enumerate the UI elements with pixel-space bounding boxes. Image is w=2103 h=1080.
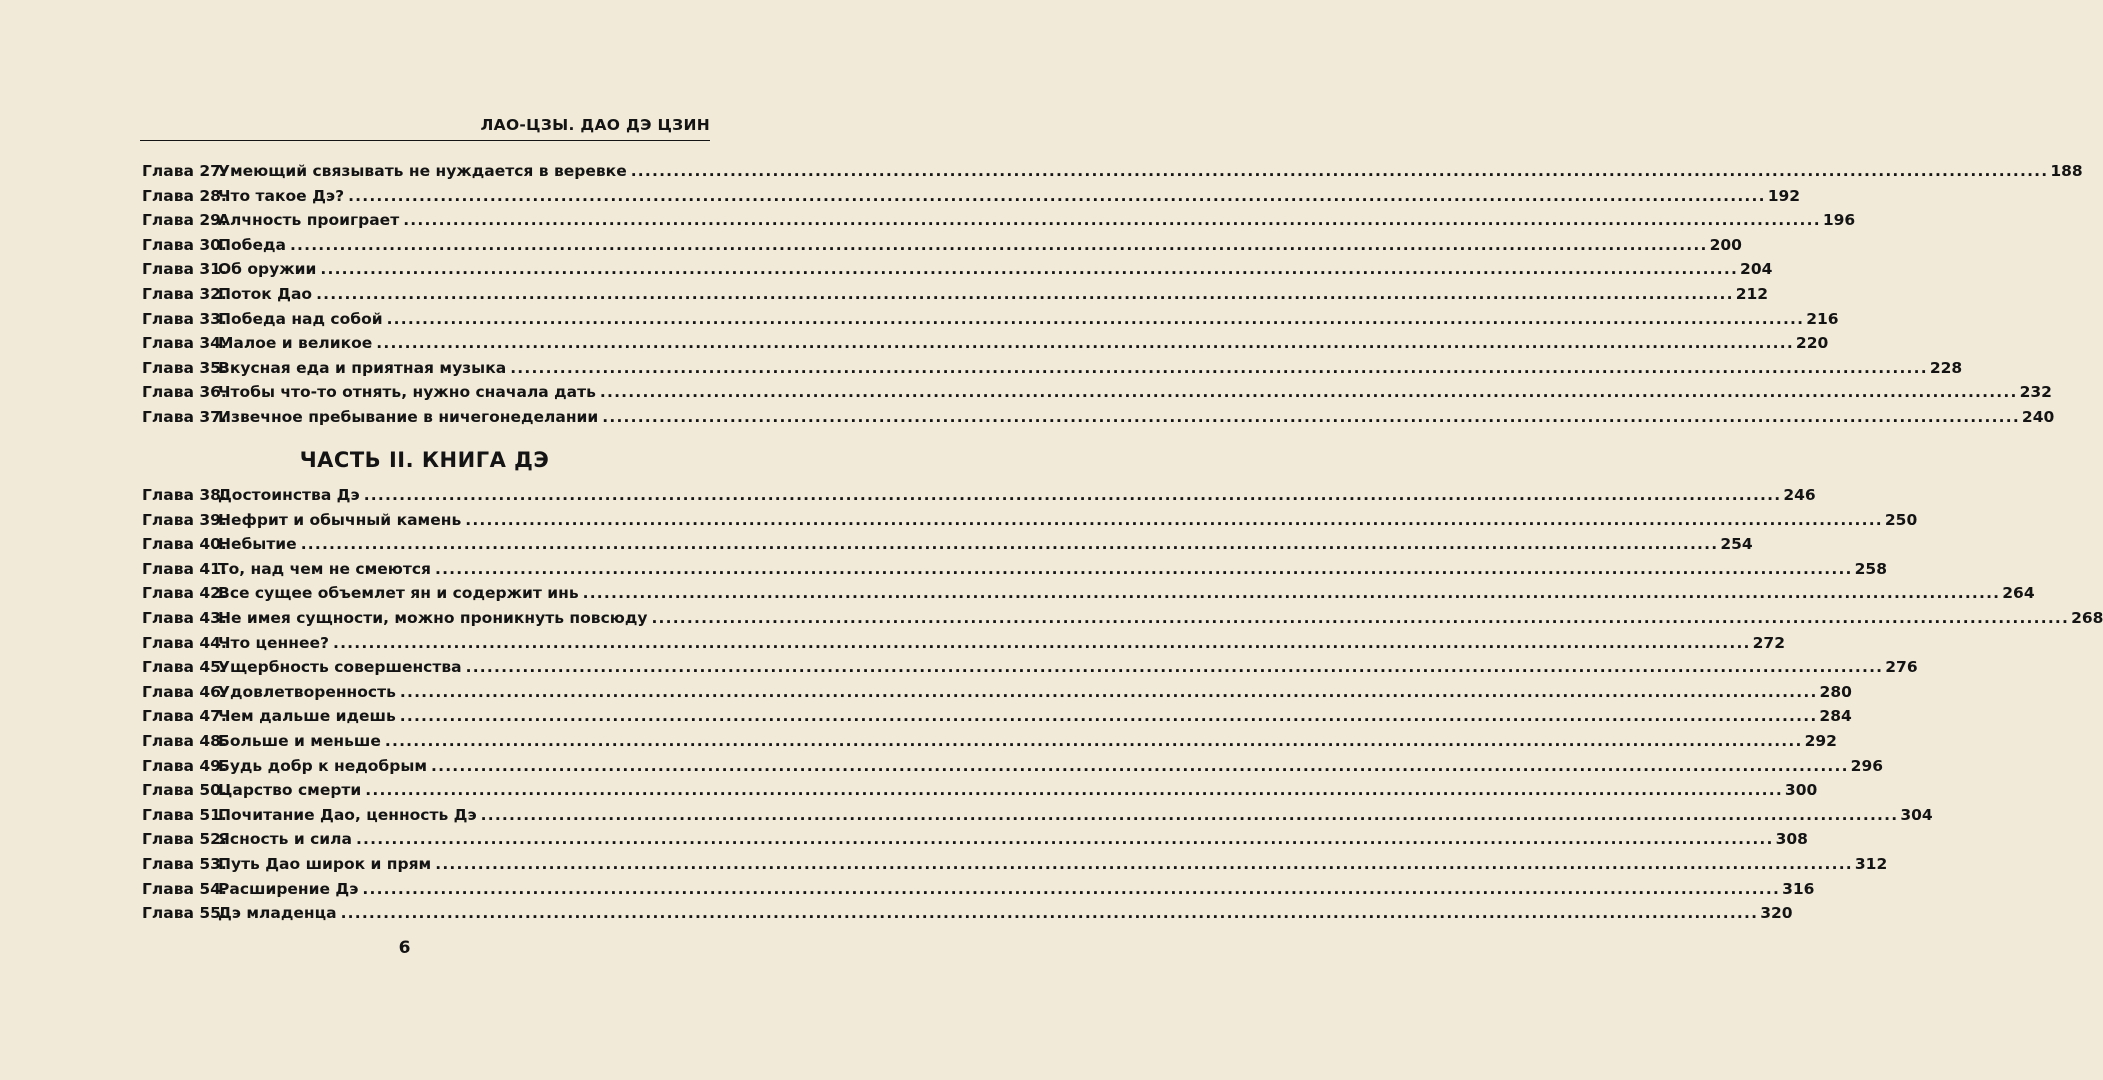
- chapter-title: Чтобы что-то отнять, нужно сначала дать: [218, 383, 596, 402]
- page-ref: 300: [1784, 781, 1818, 800]
- toc-entry: [142, 184, 1801, 209]
- dot-leader: ........................................................................................................................................................................................................: [431, 756, 1849, 775]
- toc-entry: [142, 483, 1816, 508]
- toc-entry: [142, 901, 1793, 926]
- chapter-number: Глава 55.: [142, 904, 227, 923]
- toc-entry: [142, 159, 2083, 184]
- page-ref: 246: [1783, 486, 1816, 504]
- chapter-number: Глава 53.: [142, 854, 227, 873]
- toc-entry: [142, 532, 1753, 557]
- page-ref: 280: [1819, 682, 1852, 701]
- chapter-number: Глава 40.: [142, 535, 227, 554]
- page-ref: 264: [2002, 584, 2035, 603]
- chapter-title: Что ценнее?: [218, 633, 329, 652]
- toc-entry: [142, 680, 1852, 705]
- chapter-number: Глава 28.: [142, 186, 227, 205]
- dot-leader: ........................................................................................................................................................................................................: [386, 309, 1805, 328]
- toc-entry: [142, 754, 1884, 779]
- toc-entry: [142, 827, 1808, 852]
- page-ref: 308: [1775, 830, 1808, 849]
- chapter-number: Глава 41.: [142, 559, 227, 578]
- chapter-title: Все сущее объемлет ян и содержит инь: [218, 584, 579, 603]
- chapter-number: Глава 42.: [142, 584, 227, 603]
- dot-leader: ........................................................................................................................................................................................................: [651, 608, 2070, 627]
- chapter-title: Поток Дао: [218, 284, 313, 303]
- chapter-number: Глава 46.: [142, 682, 227, 701]
- chapter-title: То, над чем не смеются: [218, 559, 431, 578]
- page-ref: 188: [2050, 162, 2083, 180]
- dot-leader: ........................................................................................................................................................................................................: [289, 235, 1708, 254]
- chapter-title: Небытие: [218, 535, 297, 554]
- chapter-number: Глава 37.: [142, 407, 227, 426]
- running-header: ЛАО-ЦЗЫ. ДАО ДЭ ЦЗИН: [480, 116, 710, 134]
- dot-leader: ........................................................................................................................................................................................................: [465, 658, 1884, 677]
- toc-entry: [142, 307, 1839, 332]
- page-ref: 254: [1720, 535, 1753, 554]
- page-ref: 232: [2019, 383, 2052, 402]
- chapter-title: Чем дальше идешь: [218, 707, 396, 726]
- page-ref: 304: [1900, 805, 1933, 824]
- page-ref: 250: [1884, 510, 1918, 529]
- page-ref: 204: [1740, 260, 1773, 279]
- dot-leader: ........................................................................................................................................................................................................: [376, 334, 1794, 353]
- page-number: 6: [398, 938, 411, 958]
- toc-entry: [142, 581, 2035, 606]
- toc-entry: [142, 380, 2052, 405]
- chapter-title: Царство смерти: [218, 781, 362, 800]
- page-ref: 316: [1782, 879, 1815, 898]
- chapter-title: Дэ младенца: [218, 904, 337, 923]
- chapter-title: Извечное пребывание в ничегонеделании: [218, 407, 599, 426]
- chapter-title: Будь добр к недобрым: [218, 756, 428, 775]
- toc-list-part1: [142, 159, 2083, 430]
- chapter-number: Глава 43.: [142, 608, 227, 627]
- page-ref: 320: [1760, 904, 1793, 923]
- toc-entry: [142, 631, 1785, 656]
- toc-entry: [142, 655, 1918, 680]
- page-ref: 200: [1709, 235, 1742, 254]
- toc-entry: [142, 704, 1852, 729]
- chapter-number: Глава 38.: [142, 486, 227, 504]
- toc-entry: [142, 877, 1815, 902]
- page-ref: 258: [1854, 559, 1887, 578]
- dot-leader: ........................................................................................................................................................................................................: [363, 486, 1782, 504]
- dot-leader: ........................................................................................................................................................................................................: [384, 731, 1803, 750]
- chapter-number: Глава 48.: [142, 731, 227, 750]
- toc-entry: [142, 508, 1918, 533]
- dot-leader: ........................................................................................................................................................................................................: [399, 682, 1818, 701]
- chapter-title: Достоинства Дэ: [218, 486, 360, 504]
- chapter-number: Глава 31.: [142, 260, 227, 279]
- dot-leader: ........................................................................................................................................................................................................: [465, 510, 1883, 529]
- chapter-title: Больше и меньше: [218, 731, 381, 750]
- chapter-number: Глава 27.: [142, 162, 227, 180]
- chapter-title: Об оружии: [218, 260, 317, 279]
- chapter-number: Глава 34.: [142, 334, 227, 353]
- toc-entry: [142, 233, 1742, 258]
- dot-leader: ........................................................................................................................................................................................................: [630, 162, 2049, 180]
- chapter-title: Победа: [218, 235, 286, 254]
- dot-leader: ........................................................................................................................................................................................................: [480, 805, 1899, 824]
- page-ref: 292: [1804, 731, 1837, 750]
- toc-entry: [142, 356, 1963, 381]
- dot-leader: ........................................................................................................................................................................................................: [435, 559, 1853, 578]
- dot-leader: ........................................................................................................................................................................................................: [365, 781, 1783, 800]
- chapter-number: Глава 35.: [142, 358, 227, 377]
- chapter-number: Глава 49.: [142, 756, 227, 775]
- page-ref: 312: [1854, 854, 1888, 873]
- dot-leader: ........................................................................................................................................................................................................: [582, 584, 2001, 603]
- dot-leader: ........................................................................................................................................................................................................: [599, 383, 2018, 402]
- toc-entry: [142, 606, 2103, 631]
- page-ref: 228: [1929, 358, 1963, 377]
- chapter-title: Умеющий связывать не нуждается в веревке: [218, 162, 627, 180]
- page-ref: 272: [1752, 633, 1785, 652]
- chapter-number: Глава 33.: [142, 309, 227, 328]
- toc-entry: [142, 778, 1818, 803]
- dot-leader: ........................................................................................................................................................................................................: [435, 854, 1853, 873]
- page-ref: 240: [2021, 407, 2055, 426]
- dot-leader: ........................................................................................................................................................................................................: [316, 284, 1734, 303]
- page-ref: 284: [1819, 707, 1852, 726]
- dot-leader: ........................................................................................................................................................................................................: [399, 707, 1818, 726]
- chapter-number: Глава 51.: [142, 805, 227, 824]
- chapter-title: Что такое Дэ?: [218, 186, 345, 205]
- page-ref: 276: [1885, 658, 1918, 677]
- chapter-number: Глава 36.: [142, 383, 227, 402]
- dot-leader: ........................................................................................................................................................................................................: [300, 535, 1719, 554]
- page-ref: 216: [1806, 309, 1839, 328]
- chapter-number: Глава 47.: [142, 707, 227, 726]
- page-ref: 212: [1735, 284, 1769, 303]
- chapter-title: Малое и великое: [218, 334, 373, 353]
- toc-list-part2: [142, 483, 2103, 926]
- chapter-number: Глава 30.: [142, 235, 227, 254]
- toc-entry: [142, 729, 1837, 754]
- chapter-title: Почитание Дао, ценность Дэ: [218, 805, 477, 824]
- dot-leader: ........................................................................................................................................................................................................: [602, 407, 2020, 426]
- chapter-title: Путь Дао широк и прям: [218, 854, 432, 873]
- chapter-title: Ущербность совершенства: [218, 658, 462, 677]
- toc-entry: [142, 257, 1773, 282]
- part-heading: ЧАСТЬ II. КНИГА ДЭ: [299, 448, 550, 472]
- page-ref: 220: [1795, 334, 1829, 353]
- page-ref: 268: [2071, 608, 2103, 627]
- toc-entry: [142, 405, 2055, 430]
- dot-leader: ........................................................................................................................................................................................................: [362, 879, 1781, 898]
- chapter-title: Расширение Дэ: [218, 879, 359, 898]
- toc-entry: [142, 557, 1887, 582]
- chapter-title: Победа над собой: [218, 309, 383, 328]
- toc-entry: [142, 803, 1933, 828]
- dot-leader: ........................................................................................................................................................................................................: [340, 904, 1759, 923]
- chapter-number: Глава 32.: [142, 284, 227, 303]
- chapter-number: Глава 44.: [142, 633, 227, 652]
- chapter-title: Нефрит и обычный камень: [218, 510, 462, 529]
- toc-entry: [142, 331, 1829, 356]
- page-ref: 296: [1850, 756, 1884, 775]
- chapter-title: Ясность и сила: [218, 830, 352, 849]
- dot-leader: ........................................................................................................................................................................................................: [333, 633, 1751, 652]
- page-ref: 196: [1822, 211, 1856, 230]
- header-rule: [140, 140, 710, 141]
- chapter-title: Вкусная еда и приятная музыка: [218, 358, 507, 377]
- toc-entry: [142, 208, 1856, 233]
- dot-leader: ........................................................................................................................................................................................................: [348, 186, 1766, 205]
- page-ref: 192: [1767, 186, 1801, 205]
- dot-leader: ........................................................................................................................................................................................................: [403, 211, 1821, 230]
- chapter-number: Глава 45.: [142, 658, 227, 677]
- dot-leader: ........................................................................................................................................................................................................: [320, 260, 1739, 279]
- chapter-title: Не имея сущности, можно проникнуть повсюду: [218, 608, 648, 627]
- chapter-title: Удовлетворенность: [218, 682, 396, 701]
- chapter-number: Глава 50.: [142, 781, 227, 800]
- chapter-number: Глава 39.: [142, 510, 227, 529]
- dot-leader: ........................................................................................................................................................................................................: [355, 830, 1774, 849]
- dot-leader: ........................................................................................................................................................................................................: [510, 358, 1928, 377]
- chapter-number: Глава 29.: [142, 211, 227, 230]
- chapter-number: Глава 52.: [142, 830, 227, 849]
- chapter-title: Алчность проиграет: [218, 211, 400, 230]
- toc-entry: [142, 852, 1888, 877]
- chapter-number: Глава 54.: [142, 879, 227, 898]
- toc-entry: [142, 282, 1769, 307]
